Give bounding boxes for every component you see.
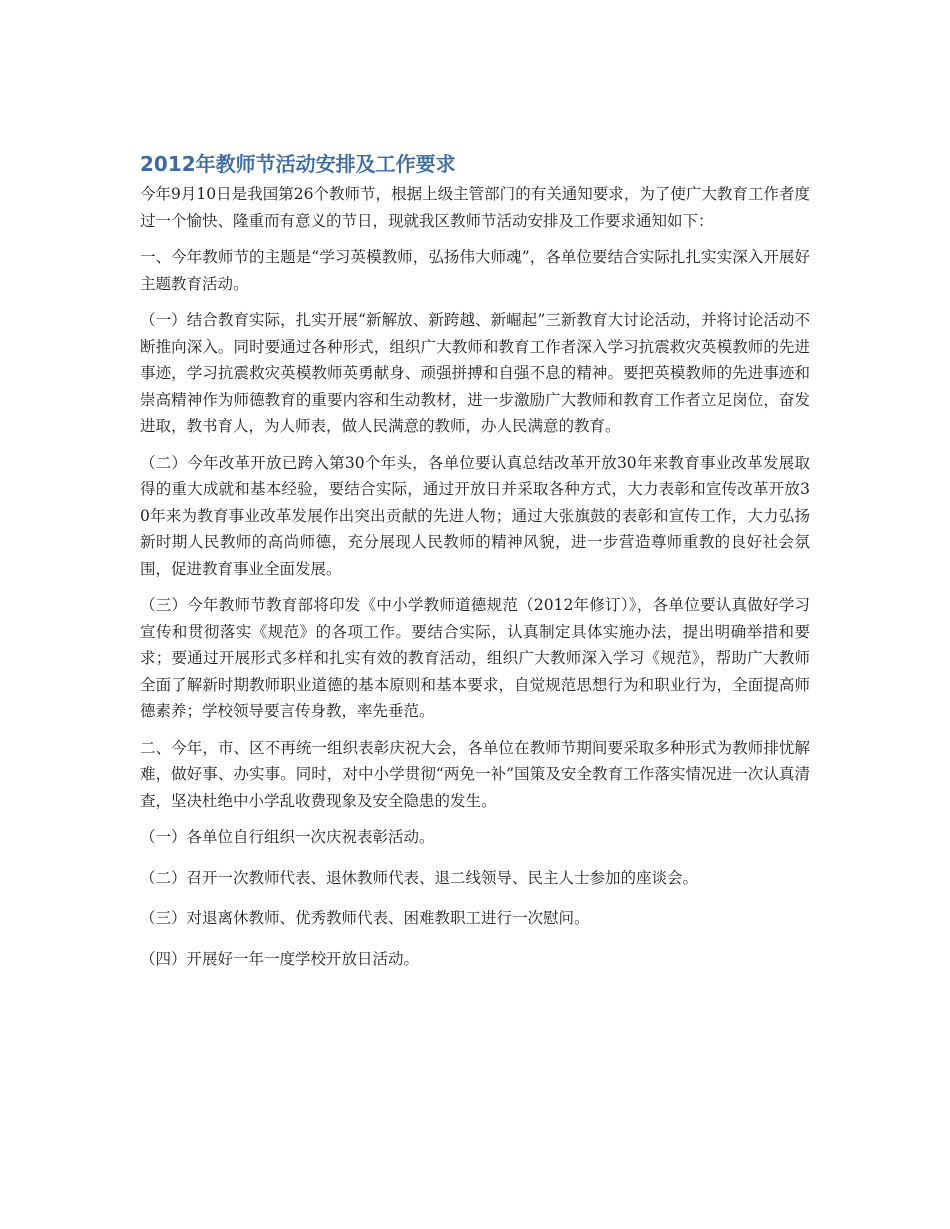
- intro-paragraph: 今年9月10日是我国第26个教师节，根据上级主管部门的有关通知要求，为了使广大教育工作者度过一个愉快、隆重而有意义的节日，现就我区教师节活动安排及工作要求通知如下：: [140, 185, 810, 230]
- section-one-item-1: （一）结合教育实际，扎实开展“新解放、新跨越、新崛起”三新教育大讨论活动，并将讨论活动不断推向深入。同时要通过各种形式，组织广大教师和教育工作者深入学习抗震救灾英模教师的先进事迹，学习抗震救灾英模教师英勇献身、顽强拼搏和自强不息的精神。要把英模教师的先进事迹和崇高精神作为师德教育的重要内容和生动教材，进一步激励广大教师和教育工作者立足岗位，奋发进取，教书育人，为人师表，做人民满意的教师，办人民满意的教育。: [140, 311, 810, 435]
- section-one-item-3: （三）今年教师节教育部将印发《中小学教师道德规范（2012年修订）》，各单位要认真做好学习宣传和贯彻落实《规范》的各项工作。要结合实际，认真制定具体实施办法，提出明确举措和要求；要通过开展形式多样和扎实有效的教育活动，组织广大教师深入学习《规范》，帮助广大教师全面了解新时期教师职业道德的基本原则和基本要求，自觉规范思想行为和职业行为，全面提高师德素养；学校领导要言传身教，率先垂范。: [140, 596, 810, 720]
- section-two-item-2: （二）召开一次教师代表、退休教师代表、退二线领导、民主人士参加的座谈会。: [140, 868, 699, 887]
- section-one-item-2: （二）今年改革开放已跨入第30个年头，各单位要认真总结改革开放30年来教育事业改革发展取得的重大成就和基本经验，要结合实际，通过开放日并采取各种方式，大力表彰和宣传改革开放30年来为教育事业改革发展作出突出贡献的先进人物；通过大张旗鼓的表彰和宣传工作，大力弘扬新时期人民教师的高尚师德，充分展现人民教师的精神风貌，进一步营造尊师重教的良好社会氛围，促进教育事业全面发展。: [140, 453, 810, 578]
- section-two-paragraph: 二、今年，市、区不再统一组织表彰庆祝大会，各单位在教师节期间要采取多种形式为教师排忧解难，做好事、办实事。同时，对中小学贯彻“两免一补”国策及安全教育工作落实情况进一次认真清查，坚决杜绝中小学乱收费现象及安全隐患的发生。: [140, 738, 810, 810]
- section-two-item-3: （三）对退离休教师、优秀教师代表、困难教职工进行一次慰问。: [140, 909, 590, 927]
- section-two-item-1: （一）各单位自行组织一次庆祝表彰活动。: [140, 828, 435, 846]
- document-page: [140, 148, 810, 986]
- section-one-paragraph: 一、今年教师节的主题是“学习英模教师，弘扬伟大师魂”，各单位要结合实际扎扎实实深入开展好主题教育活动。: [140, 248, 810, 293]
- document-title: 2012年教师节活动安排及工作要求: [140, 152, 456, 176]
- section-two-item-4: （四）开展好一年一度学校开放日活动。: [140, 949, 420, 968]
